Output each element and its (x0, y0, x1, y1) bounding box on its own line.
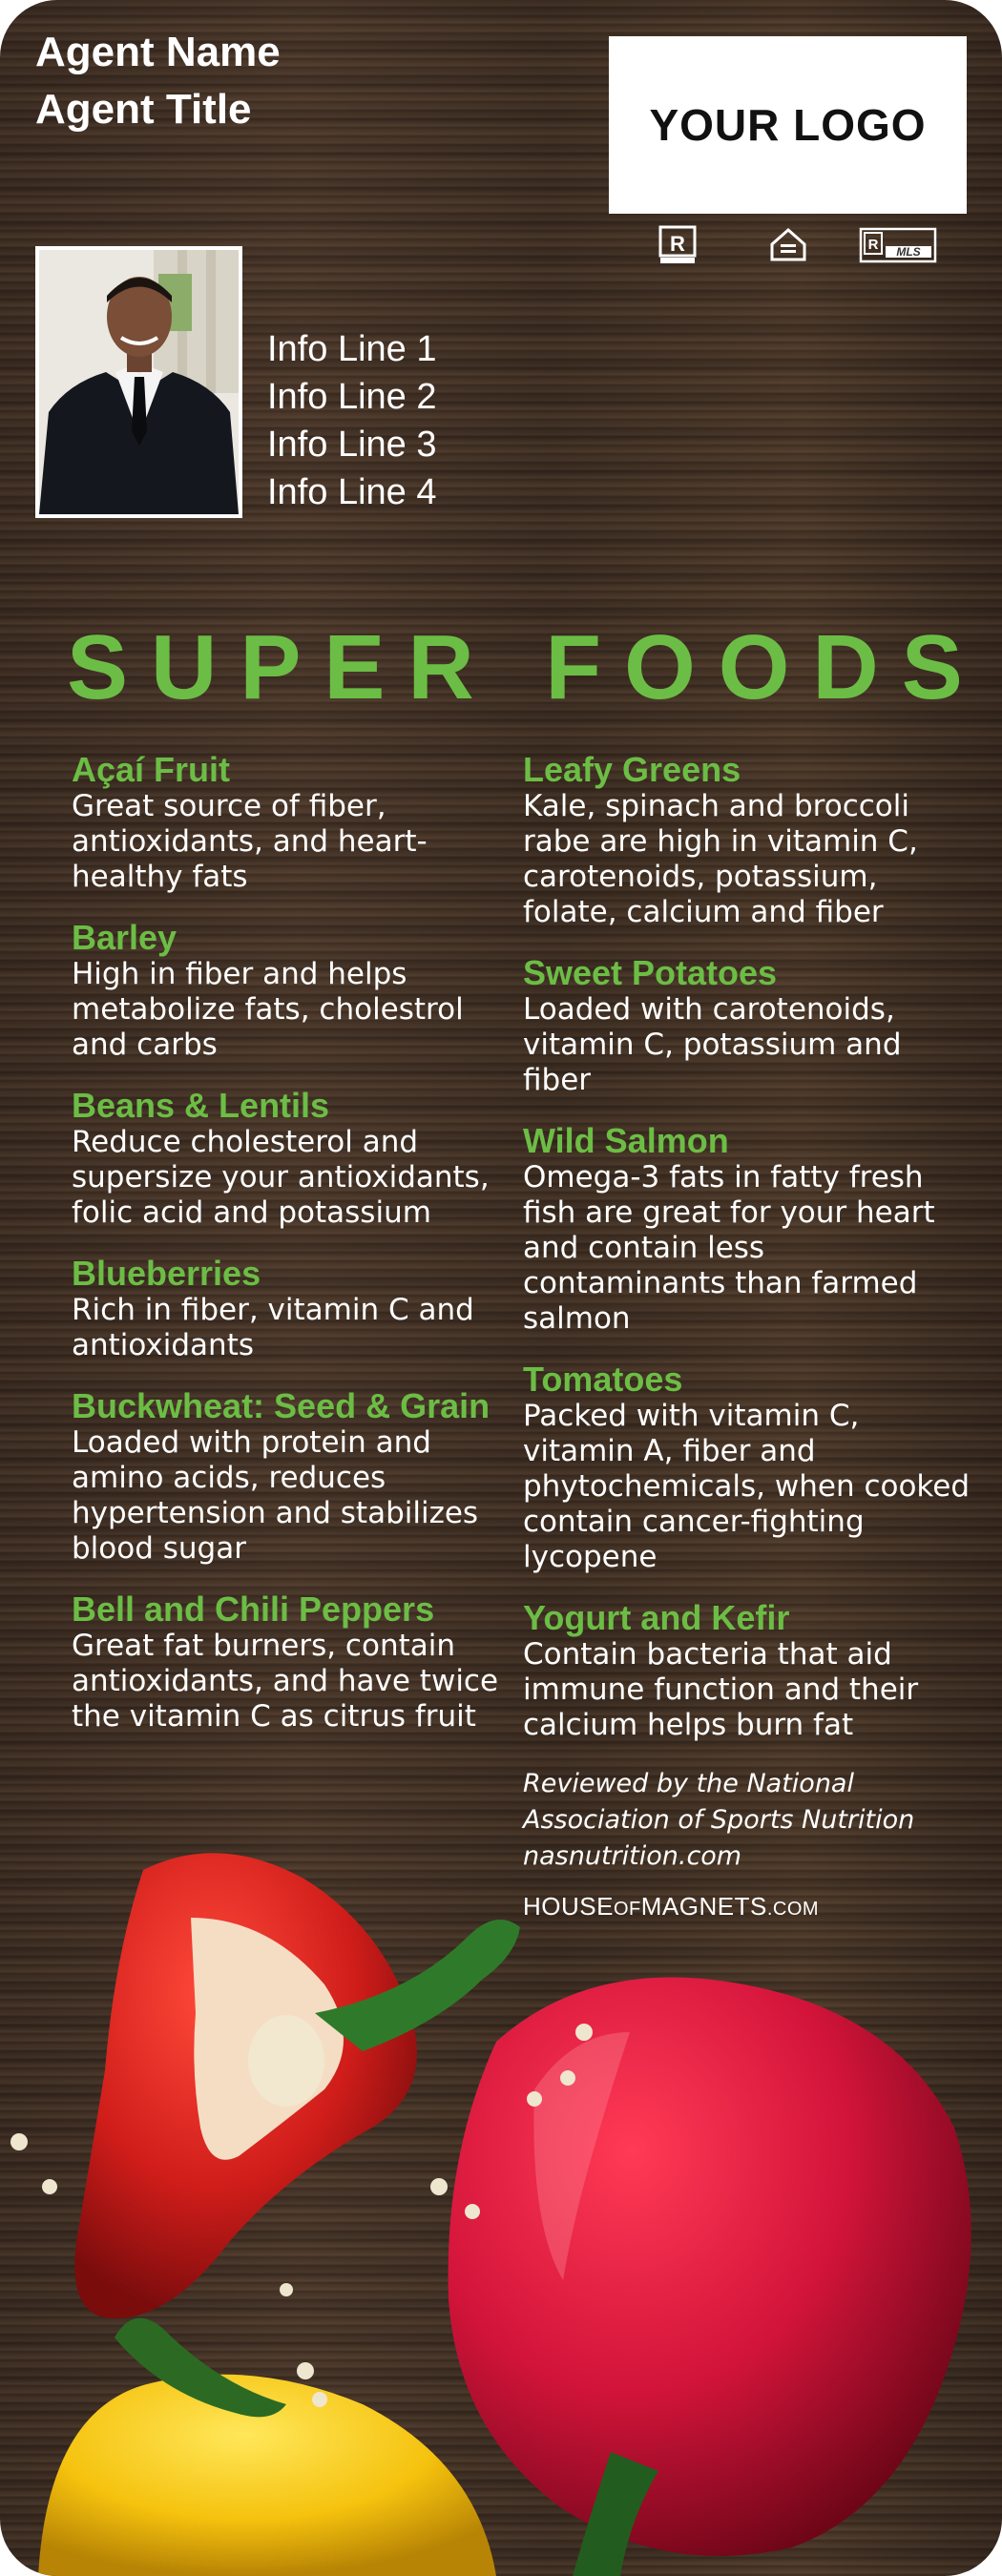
food-item (523, 1121, 971, 1337)
info-line-1: Info Line 1 (267, 329, 437, 369)
food-desc: Loaded with protein and amino acids, reduces hypertension and stabilizes blood sugar (72, 1425, 479, 1566)
food-desc: Loaded with carotenoids, vitamin C, potassium and fiber (523, 992, 902, 1097)
brand-com: .COM (766, 1899, 820, 1920)
food-item (523, 1598, 971, 1743)
agent-name: Agent Name (35, 29, 281, 75)
red-bell-pepper (449, 1978, 971, 2576)
svg-text:R: R (867, 237, 879, 253)
logo-placeholder (609, 36, 967, 214)
food-item (72, 750, 501, 895)
equal-housing-icon (768, 225, 808, 265)
badge-row (658, 225, 973, 267)
food-title: Beans & Lentils (72, 1086, 330, 1125)
food-desc: High in fiber and helps metabolize fats, cholestrol and carbs (72, 957, 464, 1062)
food-item (523, 750, 971, 930)
food-title: Açaí Fruit (72, 750, 231, 789)
logo-text: YOUR LOGO (649, 100, 927, 150)
food-item (72, 1589, 501, 1735)
food-desc: Great fat burners, contain antioxidants, and have twice the vitamin C as citrus fruit (72, 1629, 499, 1734)
food-desc: Reduce cholesterol and supersize your antioxidants, folic acid and potassium (72, 1125, 490, 1230)
food-title: Tomatoes (523, 1360, 683, 1399)
food-title: Blueberries (72, 1254, 261, 1293)
peppers-illustration (0, 1841, 1002, 2576)
food-column-right (523, 750, 971, 1922)
reviewed-note: Reviewed by the National Association of Sports Nutrition (523, 1769, 915, 1835)
info-line-4: Info Line 4 (267, 472, 437, 512)
headline: SUPER FOODS (67, 616, 986, 718)
yellow-pepper (38, 2318, 496, 2576)
food-title: Leafy Greens (523, 750, 741, 789)
realtor-badge-letter: R (670, 232, 685, 256)
food-desc: Omega-3 fats in fatty fresh fish are great for your heart and contain less contaminants than farmed salmon (523, 1160, 935, 1336)
brand-of: OF (613, 1899, 641, 1920)
food-title: Sweet Potatoes (523, 953, 778, 992)
food-desc: Contain bacteria that aid immune function and their calcium helps burn fat (523, 1637, 919, 1742)
mls-icon (859, 225, 937, 265)
food-desc: Rich in fiber, vitamin C and antioxidants (72, 1293, 474, 1362)
brand-house: HOUSE (523, 1892, 614, 1921)
food-item (523, 1360, 971, 1575)
food-title: Wild Salmon (523, 1121, 729, 1160)
food-item (72, 1086, 501, 1231)
food-item (72, 918, 501, 1063)
mls-badge-text: MLS (896, 245, 921, 259)
food-item (72, 1254, 501, 1363)
info-line-2: Info Line 2 (267, 377, 437, 417)
food-title: Yogurt and Kefir (523, 1598, 790, 1637)
agent-photo (35, 246, 242, 518)
food-title: Bell and Chili Peppers (72, 1589, 435, 1629)
food-title: Barley (72, 918, 177, 957)
food-desc: Great source of fiber, antioxidants, and heart-healthy fats (72, 789, 428, 894)
food-column-left (72, 750, 501, 1757)
food-item (523, 953, 971, 1098)
agent-portrait-image (39, 250, 239, 514)
brand-magnets: MAGNETS (640, 1892, 767, 1921)
realtor-icon (658, 225, 697, 265)
info-line-3: Info Line 3 (267, 425, 437, 465)
food-desc: Packed with vitamin C, vitamin A, fiber and phytochemicals, when cooked contain cancer-fighting lycopene (523, 1399, 971, 1574)
food-item (72, 1386, 501, 1567)
agent-title: Agent Title (35, 86, 252, 133)
food-desc: Kale, spinach and broccoli rabe are high in vitamin C, carotenoids, potassium, folate, calcium and fiber (523, 789, 918, 929)
food-title: Buckwheat: Seed & Grain (72, 1386, 491, 1425)
nasnutrition-link[interactable]: nasnutrition.com (523, 1841, 742, 1871)
